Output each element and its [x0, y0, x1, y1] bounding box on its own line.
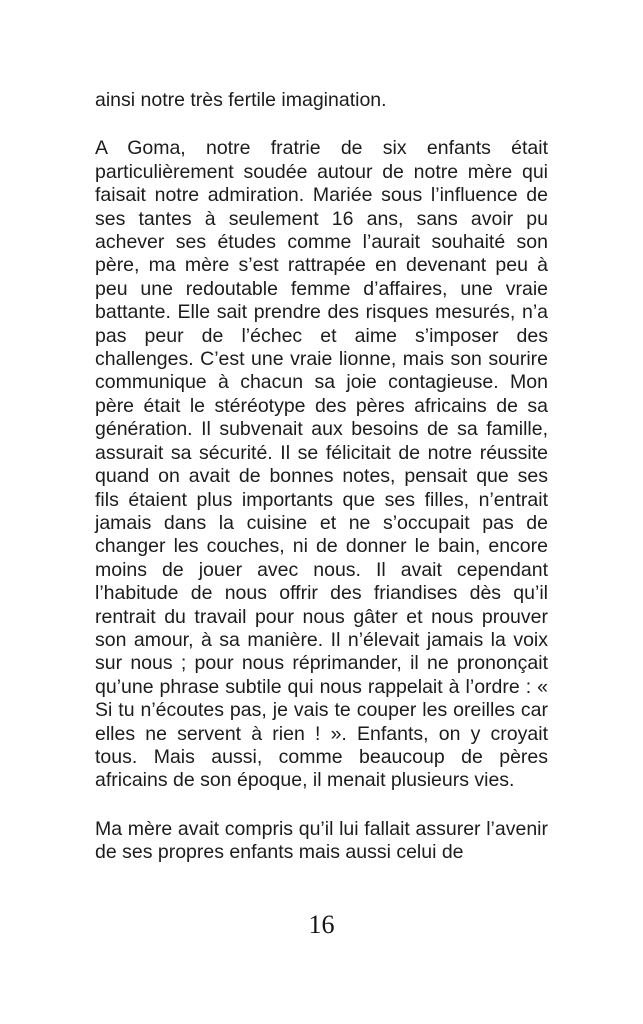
paragraph-continuation: ainsi notre très fertile imagination. [95, 89, 387, 111]
paragraph-family: A Goma, notre fratrie de six enfants était particulièrement soudée autour de notre mère qui faisait notre admiration. Mariée sous l’influence de ses tantes à seulement 16 ans, sans avoir pu achever ses études comme l’aurait souhaité son père, ma mère s’est rattrapée en devenant peu à peu une redoutable femme d’affaires, une vraie battante. Elle sait prendre des risques mesurés, n’a pas peur de l’échec et aime s’imposer des challenges. C’est une vraie lionne, mais son sourire communique à chacun sa joie contagieuse. Mon père était le stéréotype des pères africains de sa génération. Il subvenait aux besoins de sa famille, assurait sa sécurité. Il se félicitait de notre réussite quand on avait de bonnes notes, pensait que ses fils étaient plus importants que ses filles, n’entrait jamais dans la cuisine et ne s’occupait pas de changer les couches, ni de donner le bain, encore moins de jouer avec nous. Il avait cependant l’habitude de nous offrir des friandises dès qu’il rentrait du travail pour nous gâter et nous prouver son amour, à sa manière. Il n’élevait jamais la voix sur nous ; pour nous réprimander, il ne prononçait qu’une phrase subtile qui nous rappelait à l’ordre : « Si tu n’écoutes pas, je vais te couper les oreilles car elles ne servent à rien ! ». Enfants, on y croyait tous. Mais aussi, comme beaucoup de pères africains de son époque, il menait plusieurs vies. [95, 137, 548, 792]
paragraph-mother: Ma mère avait compris qu’il lui fallait assurer l’avenir de ses propres enfants mais aussi celui de [95, 817, 548, 864]
body-text-block [95, 89, 548, 865]
page-number: 16 [308, 910, 335, 939]
